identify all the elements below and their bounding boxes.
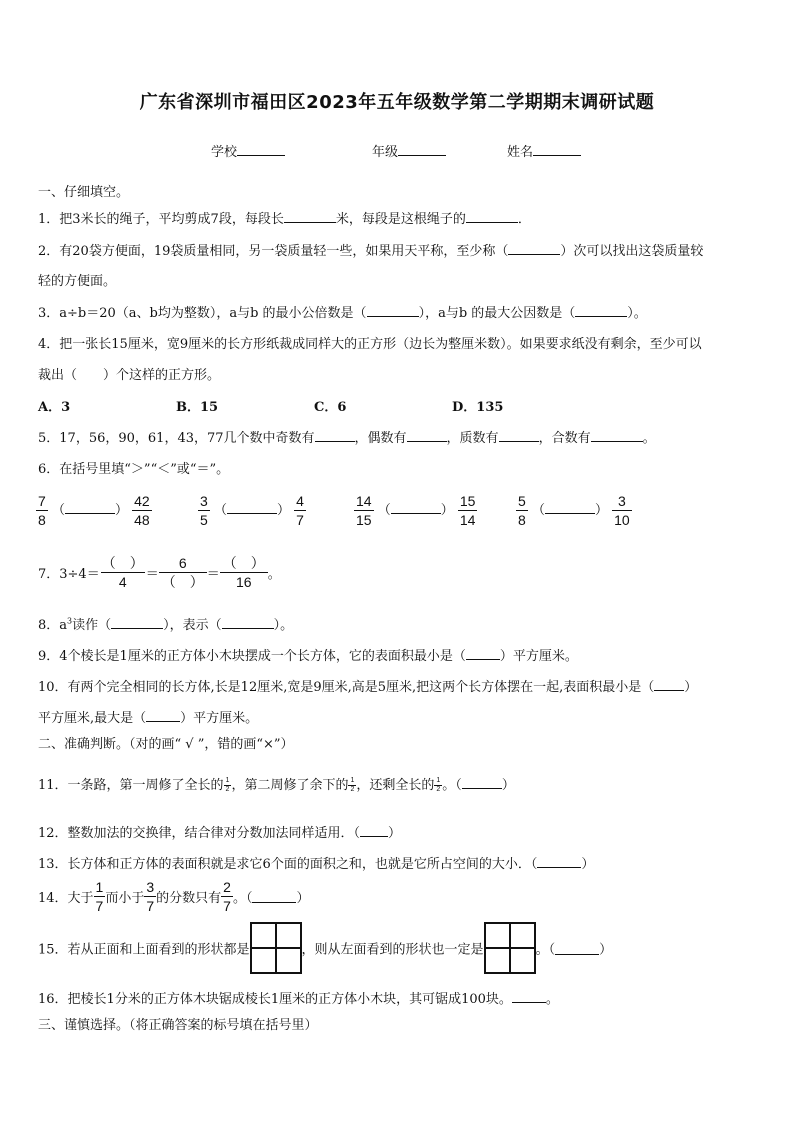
- question-16: 16．把棱长1分米的正方体木块锯成棱长1厘米的正方体小木块，其可锯成100块。 。: [38, 992, 559, 1007]
- question-3: 3．a÷b＝20（a、b均为整数），a与b 的最小公倍数是（ ），a与b 的最大公因数是（ ）。: [38, 306, 647, 321]
- question-10-line-2: 平方厘米,最大是（ ）平方厘米。: [38, 711, 259, 726]
- fraction: $\frac{5}{8}$: [518, 493, 526, 528]
- answer-blank[interactable]: [315, 429, 355, 442]
- answer-blank[interactable]: [146, 709, 180, 722]
- question-15: 15．若从正面和上面看到的形状都是 ，则从左面看到的形状也一定是 。（ ）: [38, 922, 612, 974]
- judge-blank[interactable]: [462, 776, 502, 789]
- question-4: 4．把一张长15厘米，宽9厘米的长方形纸裁成同样大的正方形（边长为整厘米数）。如果要求纸没有剩余，至少可以: [38, 337, 702, 352]
- fraction: $\frac{1}{2}$: [436, 777, 441, 793]
- compare-blank[interactable]: [545, 501, 595, 514]
- question-13: 13．长方体和正方体的表面积就是求它6个面的面积之和，也就是它所占空间的大小．（ ）: [38, 857, 595, 872]
- grade-field: [372, 141, 446, 160]
- fraction: $\frac{1}{7}$: [95, 879, 104, 914]
- compare-pair-4: $\frac{5}{8}$ （ ） $\frac{3}{10}$: [518, 493, 630, 528]
- compare-blank[interactable]: [391, 501, 441, 514]
- compare-pair-3: $\frac{14}{15}$ （ ） $\frac{15}{14}$: [356, 493, 476, 528]
- school-blank[interactable]: [237, 143, 285, 156]
- answer-blank[interactable]: [575, 304, 627, 317]
- answer-blank[interactable]: [654, 678, 684, 691]
- fraction[interactable]: $\frac{( )}{16}$: [220, 554, 268, 591]
- question-11: 11．一条路，第一周修了全长的 $\frac{1}{2}$ ，第二周修了余下的 $\frac{1}{2}$ ，还剩全长的 $\frac{1}{2}$ 。（ ）: [38, 777, 515, 793]
- answer-blank[interactable]: [222, 616, 274, 629]
- square-grid-figure: [484, 922, 536, 974]
- grade-label: 年级: [372, 145, 399, 160]
- answer-blank[interactable]: [111, 616, 163, 629]
- judge-blank[interactable]: [512, 990, 546, 1003]
- option-d[interactable]: D．135: [452, 400, 504, 415]
- fraction: $\frac{3}{5}$: [200, 493, 208, 528]
- fraction[interactable]: $\frac{6}{( )}$: [159, 554, 207, 591]
- option-a[interactable]: A．3: [38, 400, 71, 415]
- answer-blank[interactable]: [407, 429, 447, 442]
- answer-blank[interactable]: [367, 304, 419, 317]
- question-8: 8．$a^3$读作（ ），表示（ ）。: [38, 616, 294, 633]
- answer-blank[interactable]: [284, 210, 336, 223]
- question-2-line-2: 轻的方便面。: [38, 274, 117, 289]
- fraction: $\frac{4}{7}$: [296, 493, 304, 528]
- section-3-heading: 三、谨慎选择。（将正确答案的标号填在括号里）: [38, 1018, 318, 1033]
- compare-pair-1: $\frac{7}{8}$ （ ） $\frac{42}{48}$: [38, 493, 150, 528]
- question-1: 1．把3米长的绳子，平均剪成7段，每段长 米，每段是这根绳子的 ．: [38, 212, 531, 227]
- question-2: 2．有20袋方便面，19袋质量相同，另一袋质量轻一些，如果用天平称，至少称（ ）次可以找出这袋质量较: [38, 244, 704, 259]
- judge-blank[interactable]: [555, 942, 599, 955]
- school-label: 学校: [211, 145, 238, 160]
- question-10: 10．有两个完全相同的长方体,长是12厘米,宽是9厘米,高是5厘米,把这两个长方体摆在一起,表面积最小是（ ）: [38, 680, 698, 695]
- page-title: 广东省深圳市福田区2023年五年级数学第二学期期末调研试题: [139, 92, 655, 113]
- fraction: $\frac{7}{8}$: [38, 493, 46, 528]
- school-field: [211, 141, 285, 160]
- compare-blank[interactable]: [65, 501, 115, 514]
- judge-blank[interactable]: [360, 824, 388, 837]
- compare-pair-2: $\frac{3}{5}$ （ ） $\frac{4}{7}$: [200, 493, 304, 528]
- grade-blank[interactable]: [398, 143, 446, 156]
- judge-blank[interactable]: [537, 855, 581, 868]
- fraction: $\frac{3}{10}$: [614, 493, 630, 528]
- fraction: $\frac{42}{48}$: [134, 493, 150, 528]
- option-c[interactable]: C．6: [314, 400, 347, 415]
- compare-blank[interactable]: [227, 501, 277, 514]
- answer-blank[interactable]: [499, 429, 539, 442]
- question-14: 14．大于 $\frac{1}{7}$ 而小于 $\frac{3}{7}$ 的分数只有 $\frac{2}{7}$ 。（ ）: [38, 879, 310, 914]
- answer-blank[interactable]: [466, 210, 518, 223]
- option-b[interactable]: B．15: [176, 400, 219, 415]
- question-9: 9．4个棱长是1厘米的正方体小木块摆成一个长方体，它的表面积最小是（ ）平方厘米。: [38, 649, 578, 664]
- section-1-heading: 一、仔细填空。: [38, 185, 130, 200]
- square-grid-figure: [250, 922, 302, 974]
- name-label: 姓名: [507, 145, 534, 160]
- question-5: 5．17，56，90，61，43，77几个数中奇数有 ，偶数有 ，质数有 ，合数有 。: [38, 431, 656, 446]
- question-12: 12．整数加法的交换律，结合律对分数加法同样适用．（ ）: [38, 826, 402, 841]
- question-7: 7．3÷4＝ $\frac{( )}{4}$ ＝ $\frac{6}{( )}$ ＝ $\frac{( )}{16}$ 。: [38, 555, 281, 590]
- name-blank[interactable]: [533, 143, 581, 156]
- answer-blank[interactable]: [508, 242, 560, 255]
- answer-blank[interactable]: [591, 429, 643, 442]
- question-6: 6．在括号里填“＞”“＜”或“＝”。: [38, 462, 230, 477]
- section-2-heading: 二、准确判断。（对的画“ √ ”，错的画“×”）: [38, 737, 294, 752]
- fraction: $\frac{14}{15}$: [356, 493, 372, 528]
- question-4-line-2: 裁出（ ）个这样的正方形。: [38, 368, 221, 383]
- fraction[interactable]: $\frac{( )}{4}$: [101, 555, 144, 590]
- fraction: $\frac{1}{2}$: [350, 777, 355, 793]
- fraction: $\frac{1}{2}$: [225, 777, 230, 793]
- fraction: $\frac{2}{7}$: [223, 879, 231, 914]
- judge-blank[interactable]: [252, 890, 296, 903]
- fraction: $\frac{3}{7}$: [146, 879, 155, 914]
- fraction: $\frac{15}{14}$: [459, 493, 476, 528]
- name-field: [507, 141, 581, 160]
- answer-blank[interactable]: [466, 647, 500, 660]
